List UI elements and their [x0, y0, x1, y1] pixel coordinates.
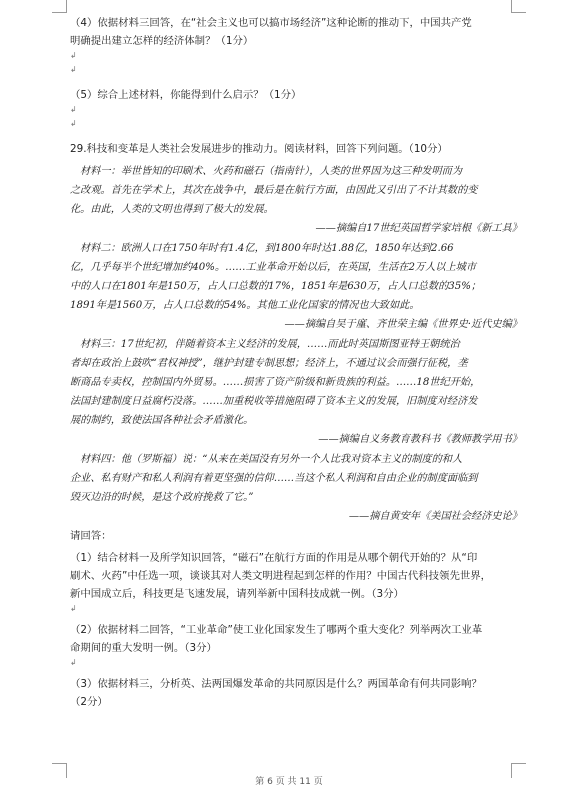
sub-3-line-2: （2分） — [70, 696, 108, 708]
sub-1-line-1: （1）结合材料一及所学知识回答，“磁石”在航行方面的作用是从哪个朝代开始的？从“印 — [70, 552, 478, 564]
material-4-line-3: 毁灭边沿的时候，是这个政府挽救了它。” — [70, 492, 254, 503]
material-1-line-3: 化。由此，人类的文明也得到了极大的发展。 — [70, 204, 274, 215]
ask-label: 请回答： — [70, 530, 112, 542]
sub-2-line-1: （2）依据材料二回答，“工业革命”使工业化国家发生了哪两个重大变化？列举两次工业革 — [70, 624, 483, 636]
paragraph-mark: ↲ — [70, 51, 77, 60]
material-3-line-4: 法国封建制度日益腐朽没落。……加重税收等措施阻碍了资本主义的发展，旧制度对经济发 — [70, 396, 478, 407]
sub-1-line-3: 新中国成立后，科技更是飞速发展，请列举新中国科技成就一例。（3分） — [70, 588, 404, 600]
material-4-line-2: 企业、私有财产和私人利润有着更坚强的信仰……当这个私人利润和自由企业的制度面临到 — [70, 473, 478, 484]
material-3-line-2: 者却在政治上鼓吹“君权神授”，继护封建专制思想；经济上，不通过议会而强行征税，垄 — [70, 358, 468, 369]
material-3-line-3: 断商品专卖权，控制国内外贸易。……损害了资产阶级和新贵族的利益。……18世纪开始， — [70, 377, 481, 388]
page-content — [70, 14, 522, 711]
q5-text: （5）综合上述材料，你能得到什么启示？（1分） — [70, 89, 302, 101]
crop-mark-top-right — [511, 0, 526, 13]
material-3-line-1: 材料三：17世纪初，伴随着资本主义经济的发展，……而此时英国斯图亚特王朝统治 — [80, 339, 460, 350]
material-2-line-2: 亿，几乎每半个世纪增加约40%。……工业革命开始以后，在英国，生活在2万人以上城市 — [70, 262, 477, 273]
q4-line-1: （4）依据材料三回答，在“社会主义也可以搞市场经济”这种论断的推动下，中国共产党 — [70, 17, 472, 29]
sub-1-line-2: 刷术、火药”中任选一项，谈谈其对人类文明进程起到怎样的作用？中国古代科技领先世界， — [70, 570, 492, 582]
material-2-source: ——摘编自吴于廑、齐世荣主编《世界史·近代史编》 — [284, 319, 522, 330]
material-1-source: ——摘编自17世纪英国哲学家培根《新工具》 — [315, 223, 522, 234]
material-3-source: ——摘编自义务教育教科书《教师教学用书》 — [318, 434, 522, 445]
material-2-line-1: 材料二：欧洲人口在1750年时有1.4亿，到1800年时达1.88亿，1850年达到2.66 — [80, 243, 454, 254]
material-1-line-1: 材料一：举世皆知的印刷术、火药和磁石（指南针），人类的世界因为这三种发明而为 — [80, 166, 463, 177]
page-footer: 第 6 页 共 11 页 — [255, 777, 323, 787]
material-4-line-1: 材料四：他（罗斯福）说：“从来在美国没有另外一个人比我对资本主义的制度的和人 — [80, 454, 463, 465]
material-1-line-2: 之改观。首先在学术上，其次在战争中，最后是在航行方面，由因此又引出了不计其数的变 — [70, 185, 478, 196]
paragraph-mark: ↲ — [70, 65, 77, 74]
material-4-source: ——摘自黄安年《美国社会经济史论》 — [348, 511, 522, 522]
paragraph-mark: ↲ — [70, 119, 77, 128]
paragraph-mark: ↲ — [70, 604, 77, 613]
paragraph-mark: ↲ — [70, 105, 77, 114]
paragraph-mark: ↲ — [70, 658, 77, 667]
material-2-line-4: 1891年是1560万，占人口总数的54%。其他工业化国家的情况也大致如此。 — [70, 300, 420, 311]
q29-stem: 29.科技和变革是人类社会发展进步的推动力。阅读材料，回答下列问题。（10分） — [70, 143, 448, 155]
sub-2-line-2: 命期间的重大发明一例。（3分） — [70, 642, 217, 654]
material-3-line-5: 展的制约，致使法国各种社会矛盾激化。 — [70, 415, 254, 426]
crop-mark-top-left — [52, 0, 67, 13]
q4-line-2: 明确提出建立怎样的经济体制？（1分） — [70, 35, 254, 47]
material-2-line-3: 中的人口在1801年是150万，占人口总数的17%，1851年是630万，占人口总数的35%； — [70, 281, 482, 292]
sub-3-line-1: （3）依据材料三，分析英、法两国爆发革命的共同原因是什么？两国革命有何共同影响？ — [70, 678, 482, 690]
